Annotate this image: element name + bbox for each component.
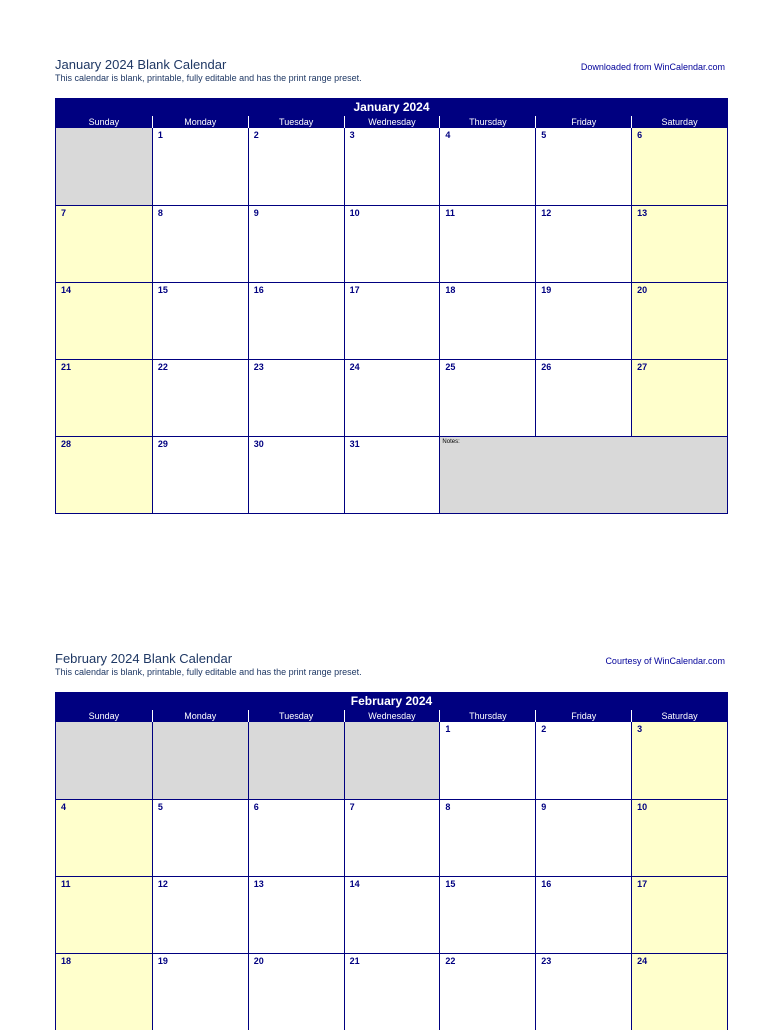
day-cell[interactable] [631,128,727,205]
empty-day-cell [56,722,152,799]
day-number: 10 [637,802,648,812]
day-grid [56,722,727,1030]
day-number: 27 [637,362,648,372]
day-cell[interactable] [439,282,535,359]
day-number: 13 [253,879,264,889]
day-number: 7 [349,802,355,812]
empty-day-cell [56,128,152,205]
day-cell[interactable] [439,128,535,205]
day-cell[interactable] [152,205,248,282]
weekday-tuesday: Tuesday [248,116,344,128]
empty-day-cell [344,722,440,799]
day-cell[interactable] [344,436,440,513]
empty-day-cell [152,722,248,799]
day-cell[interactable] [439,799,535,876]
day-number: 5 [157,802,163,812]
day-number: 15 [157,285,168,295]
day-cell[interactable] [631,953,727,1030]
weekday-sunday: Sunday [88,711,120,721]
day-number: 15 [445,879,456,889]
day-cell[interactable] [152,799,248,876]
weekday-thursday: Thursday [439,710,535,722]
weekday-saturday: Saturday [631,710,727,722]
day-number: 3 [349,130,355,140]
day-cell[interactable] [152,359,248,436]
day-number: 22 [445,956,456,966]
day-cell[interactable] [535,953,631,1030]
day-cell[interactable] [248,205,344,282]
day-cell[interactable] [56,799,152,876]
page-title: February 2024 Blank Calendar [55,651,233,666]
day-cell[interactable] [152,436,248,513]
day-number: 10 [349,208,360,218]
day-number: 9 [541,802,547,812]
day-cell[interactable] [535,128,631,205]
day-number: 1 [445,724,451,734]
weekday-header [56,116,727,128]
day-number: 21 [349,956,360,966]
credit-link[interactable]: Courtesy of WinCalendar.com [605,656,725,666]
day-cell[interactable] [631,282,727,359]
day-cell[interactable] [248,799,344,876]
day-cell[interactable] [56,436,152,513]
credit-link[interactable]: Downloaded from WinCalendar.com [580,62,725,72]
day-cell[interactable] [248,128,344,205]
month-title: January 2024 [56,99,727,116]
day-cell[interactable] [248,436,344,513]
day-cell[interactable] [439,722,535,799]
day-number: 26 [541,362,552,372]
day-number: 8 [445,802,451,812]
day-number: 5 [541,130,547,140]
day-cell[interactable] [439,205,535,282]
weekday-monday: Monday [152,116,248,128]
day-cell[interactable] [248,359,344,436]
day-number: 18 [445,285,456,295]
day-number: 23 [541,956,552,966]
day-cell[interactable] [631,205,727,282]
page-title: January 2024 Blank Calendar [55,57,227,72]
day-number: 14 [61,285,72,295]
month-table [55,692,728,1030]
day-cell[interactable] [152,282,248,359]
day-number: 1 [157,130,163,140]
weekday-friday: Friday [535,710,631,722]
day-number: 12 [157,879,168,889]
weekday-header [56,710,727,722]
day-cell[interactable] [248,282,344,359]
day-number: 4 [61,802,67,812]
day-cell[interactable] [535,205,631,282]
day-cell[interactable] [56,953,152,1030]
day-cell[interactable] [248,953,344,1030]
weekday-monday: Monday [152,710,248,722]
day-cell[interactable] [439,876,535,953]
day-number: 18 [61,956,72,966]
day-cell[interactable] [535,799,631,876]
day-number: 6 [253,802,259,812]
day-cell[interactable] [439,359,535,436]
day-number: 25 [445,362,456,372]
day-cell[interactable] [152,876,248,953]
day-cell[interactable] [535,876,631,953]
day-cell[interactable] [439,953,535,1030]
weekday-thursday: Thursday [439,116,535,128]
day-number: 22 [157,362,168,372]
day-number: 30 [253,439,264,449]
day-number: 6 [637,130,643,140]
day-cell[interactable] [344,128,440,205]
day-number: 14 [349,879,360,889]
day-number: 16 [253,285,264,295]
day-number: 24 [637,956,648,966]
weekday-tuesday: Tuesday [248,710,344,722]
weekday-saturday: Saturday [631,116,727,128]
day-cell[interactable] [344,799,440,876]
day-number: 17 [637,879,648,889]
day-number: 12 [541,208,552,218]
day-number: 21 [61,362,72,372]
day-cell[interactable] [631,876,727,953]
weekday-friday: Friday [535,116,631,128]
day-number: 20 [637,285,648,295]
weekday-wednesday: Wednesday [344,710,440,722]
day-number: 19 [157,956,168,966]
day-number: 19 [541,285,552,295]
day-number: 11 [61,879,71,889]
day-cell[interactable] [248,876,344,953]
day-cell[interactable] [344,876,440,953]
day-grid [56,128,727,513]
day-cell[interactable] [56,876,152,953]
day-cell[interactable] [344,953,440,1030]
day-cell[interactable] [56,282,152,359]
day-cell[interactable] [152,953,248,1030]
day-cell[interactable] [152,128,248,205]
day-number: 28 [61,439,72,449]
day-number: 20 [253,956,264,966]
day-cell[interactable] [535,722,631,799]
weekday-wednesday: Wednesday [344,116,440,128]
page-subtitle: This calendar is blank, printable, fully editable and has the print range preset. [55,667,362,677]
day-number: 8 [157,208,163,218]
day-cell[interactable] [631,722,727,799]
day-number: 7 [61,208,67,218]
day-number: 29 [157,439,168,449]
day-number: 9 [253,208,259,218]
day-number: 2 [541,724,547,734]
notes-area[interactable] [439,436,727,513]
day-cell[interactable] [535,359,631,436]
empty-day-cell [248,722,344,799]
day-cell[interactable] [631,359,727,436]
notes-label: Notes: [442,439,460,445]
day-cell[interactable] [344,359,440,436]
weekday-sunday: Sunday [88,117,120,127]
day-number: 4 [445,130,451,140]
day-cell[interactable] [56,205,152,282]
day-cell[interactable] [344,282,440,359]
day-number: 13 [637,208,648,218]
day-number: 2 [253,130,259,140]
day-cell[interactable] [56,359,152,436]
day-number: 11 [445,208,455,218]
page-subtitle: This calendar is blank, printable, fully editable and has the print range preset. [55,73,362,83]
month-title: February 2024 [56,693,727,710]
day-cell[interactable] [631,799,727,876]
day-number: 23 [253,362,264,372]
month-table [55,98,728,514]
day-number: 31 [349,439,360,449]
day-cell[interactable] [535,282,631,359]
day-number: 3 [637,724,643,734]
day-number: 17 [349,285,360,295]
day-number: 16 [541,879,552,889]
day-cell[interactable] [344,205,440,282]
day-number: 24 [349,362,360,372]
